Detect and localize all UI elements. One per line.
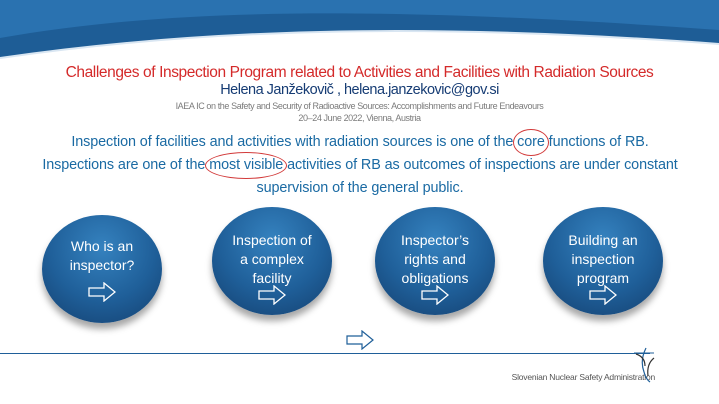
topic-circle-who-is-inspector[interactable]: Who is an inspector? xyxy=(42,215,162,323)
topic-circle-rights-obligations[interactable]: Inspector’s rights and obligations xyxy=(375,207,495,315)
body-line-2: Inspections are one of the most visible activities of RB as outcomes of inspections are under constant xyxy=(20,154,700,177)
right-arrow-icon xyxy=(88,282,116,302)
slide-title: Challenges of Inspection Program related to Activities and Facilities with Radiation Sources xyxy=(65,64,654,81)
next-slide-arrow-icon[interactable] xyxy=(346,330,374,350)
top-wave-banner xyxy=(0,0,719,60)
body-paragraph xyxy=(20,131,700,200)
footer-divider xyxy=(0,353,650,354)
right-arrow-icon xyxy=(589,285,617,305)
right-arrow-icon xyxy=(421,285,449,305)
body-line-3: supervision of the general public. xyxy=(256,180,464,196)
right-arrow-icon xyxy=(258,285,286,305)
topic-circle-inspection-program[interactable]: Building an inspection program xyxy=(543,207,663,315)
author-line: Helena Janžekovič , helena.janzekovic@gov.si xyxy=(220,82,499,98)
conference-date: 20–24 June 2022, Vienna, Austria xyxy=(298,113,421,123)
topic-circle-complex-facility[interactable]: Inspection of a complex facility xyxy=(212,207,332,315)
footer-organization: Slovenian Nuclear Safety Administration xyxy=(511,372,655,382)
body-line-1: Inspection of facilities and activities with radiation sources is one of the core functions of RB. xyxy=(20,131,700,154)
highlight-most-visible: most visible xyxy=(209,154,283,177)
snsa-logo-icon xyxy=(632,346,662,384)
conference-name: IAEA IC on the Safety and Security of Radioactive Sources: Accomplishments and Future Endeavours xyxy=(175,101,544,111)
highlight-core: core xyxy=(517,131,545,154)
